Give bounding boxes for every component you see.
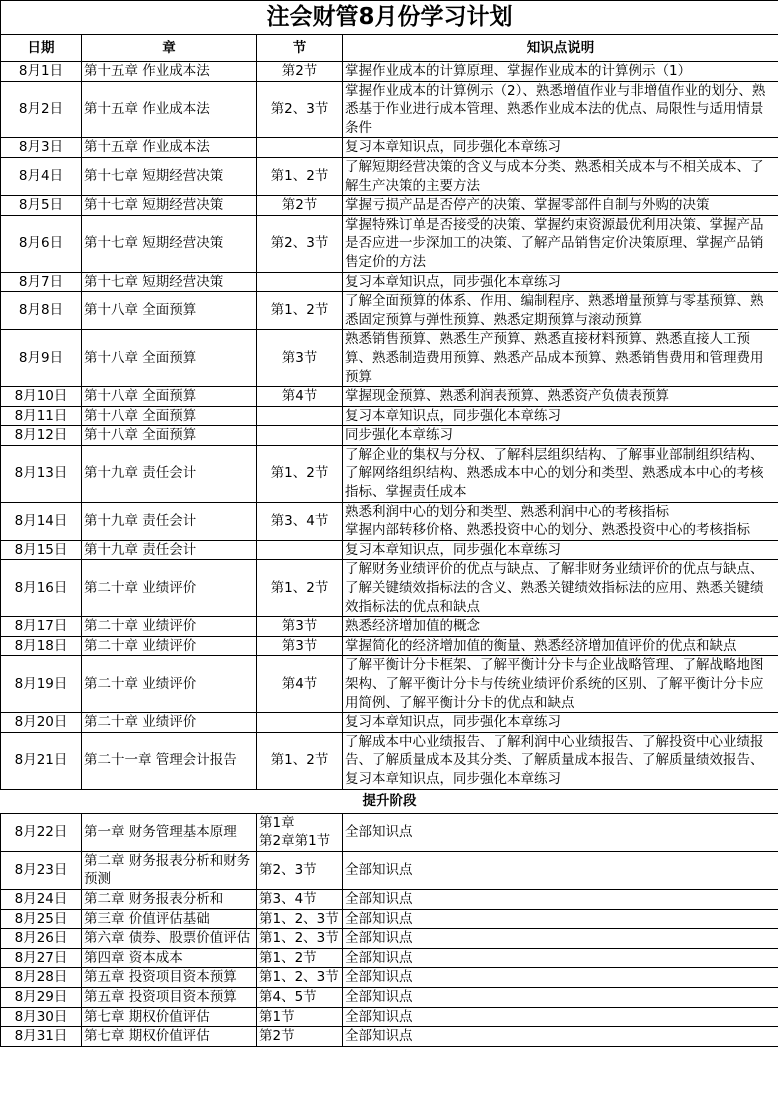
section-cell: 第1章 第2章第1节	[257, 813, 343, 851]
date-cell: 8月27日	[1, 948, 82, 968]
table-row	[1, 656, 778, 713]
header-date: 日期	[1, 35, 82, 62]
section-cell: 第3、4节	[257, 502, 343, 540]
date-cell: 8月29日	[1, 987, 82, 1007]
section-cell: 第1节	[257, 1007, 343, 1027]
table-row	[1, 813, 778, 851]
chapter-cell: 第十八章 全面预算	[82, 387, 257, 407]
section-cell: 第4节	[257, 387, 343, 407]
description-cell: 复习本章知识点，同步强化本章练习	[343, 406, 778, 426]
description-cell: 全部知识点	[343, 889, 778, 909]
chapter-cell: 第七章 期权价值评估	[82, 1007, 257, 1027]
date-cell: 8月16日	[1, 560, 82, 617]
description-cell: 了解企业的集权与分权、了解科层组织结构、了解事业部制组织结构、了解网络组织结构、熟悉成本中心的划分和类型、熟悉成本中心的考核指标、掌握责任成本	[343, 445, 778, 502]
chapter-cell: 第五章 投资项目资本预算	[82, 968, 257, 988]
date-cell: 8月24日	[1, 889, 82, 909]
table-row	[1, 502, 778, 540]
description-cell: 全部知识点	[343, 813, 778, 851]
section-cell: 第2节	[257, 1027, 343, 1047]
section-cell: 第1、2节	[257, 560, 343, 617]
description-cell: 全部知识点	[343, 851, 778, 889]
chapter-cell: 第十九章 责任会计	[82, 445, 257, 502]
description-cell: 了解平衡计分卡框架、了解平衡计分卡与企业战略管理、了解战略地图架构、了解平衡计分卡与传统业绩评价系统的区别、了解平衡计分卡应用简例、了解平衡计分卡的优点和缺点	[343, 656, 778, 713]
chapter-cell: 第一章 财务管理基本原理	[82, 813, 257, 851]
date-cell: 8月23日	[1, 851, 82, 889]
section-cell: 第1、2节	[257, 157, 343, 195]
description-cell: 全部知识点	[343, 987, 778, 1007]
table-row	[1, 713, 778, 733]
section-cell	[257, 138, 343, 158]
description-cell: 全部知识点	[343, 909, 778, 929]
description-cell: 全部知识点	[343, 1007, 778, 1027]
date-cell: 8月15日	[1, 540, 82, 560]
description-cell: 了解财务业绩评价的优点与缺点、了解非财务业绩评价的优点与缺点、了解关键绩效指标法的含义、熟悉关键绩效指标法的应用、熟悉关键绩效指标法的优点和缺点	[343, 560, 778, 617]
description-cell: 全部知识点	[343, 1027, 778, 1047]
phase2-body	[1, 813, 778, 1046]
section-cell: 第3节	[257, 330, 343, 387]
description-cell: 全部知识点	[343, 929, 778, 949]
stage-body	[1, 789, 778, 813]
chapter-cell: 第二十章 业绩评价	[82, 560, 257, 617]
section-cell: 第1、2、3节	[257, 968, 343, 988]
chapter-cell: 第十五章 作业成本法	[82, 138, 257, 158]
chapter-cell: 第二十一章 管理会计报告	[82, 732, 257, 789]
table-row	[1, 732, 778, 789]
description-cell: 全部知识点	[343, 968, 778, 988]
section-cell: 第2、3节	[257, 81, 343, 138]
chapter-cell: 第五章 投资项目资本预算	[82, 987, 257, 1007]
section-cell: 第3节	[257, 617, 343, 637]
description-cell: 熟悉销售预算、熟悉生产预算、熟悉直接材料预算、熟悉直接人工预算、熟悉制造费用预算、熟悉产品成本预算、熟悉销售费用和管理费用预算	[343, 330, 778, 387]
section-cell	[257, 426, 343, 446]
date-cell: 8月21日	[1, 732, 82, 789]
description-cell: 了解成本中心业绩报告、了解利润中心业绩报告、了解投资中心业绩报告、了解质量成本及其分类、了解质量成本报告、了解质量绩效报告、复习本章知识点，同步强化本章练习	[343, 732, 778, 789]
section-cell: 第1、2节	[257, 732, 343, 789]
table-row	[1, 445, 778, 502]
description-cell: 掌握亏损产品是否停产的决策、掌握零部件自制与外购的决策	[343, 196, 778, 216]
section-cell: 第1、2、3节	[257, 929, 343, 949]
table-row	[1, 62, 778, 82]
table-row	[1, 81, 778, 138]
chapter-cell: 第十七章 短期经营决策	[82, 215, 257, 272]
title-row	[1, 1, 778, 35]
table-row	[1, 617, 778, 637]
date-cell: 8月8日	[1, 292, 82, 330]
chapter-cell: 第十九章 责任会计	[82, 540, 257, 560]
table-row	[1, 909, 778, 929]
table-row	[1, 987, 778, 1007]
section-cell	[257, 272, 343, 292]
table-row	[1, 968, 778, 988]
chapter-cell: 第十八章 全面预算	[82, 406, 257, 426]
date-cell: 8月2日	[1, 81, 82, 138]
section-cell: 第2、3节	[257, 851, 343, 889]
chapter-cell: 第十八章 全面预算	[82, 292, 257, 330]
table-row	[1, 1027, 778, 1047]
section-cell	[257, 713, 343, 733]
chapter-cell: 第十五章 作业成本法	[82, 81, 257, 138]
section-cell: 第3节	[257, 636, 343, 656]
table-row	[1, 1007, 778, 1027]
table-row	[1, 406, 778, 426]
section-cell: 第1、2节	[257, 445, 343, 502]
section-cell: 第1、2节	[257, 292, 343, 330]
chapter-cell: 第四章 资本成本	[82, 948, 257, 968]
date-cell: 8月18日	[1, 636, 82, 656]
description-cell: 掌握作业成本的计算原理、掌握作业成本的计算例示（1）	[343, 62, 778, 82]
date-cell: 8月4日	[1, 157, 82, 195]
date-cell: 8月31日	[1, 1027, 82, 1047]
header-row	[1, 35, 778, 62]
table-row	[1, 272, 778, 292]
date-cell: 8月10日	[1, 387, 82, 407]
description-cell: 了解短期经营决策的含义与成本分类、熟悉相关成本与不相关成本、了解生产决策的主要方法	[343, 157, 778, 195]
date-cell: 8月14日	[1, 502, 82, 540]
chapter-cell: 第十七章 短期经营决策	[82, 157, 257, 195]
table-row	[1, 636, 778, 656]
date-cell: 8月3日	[1, 138, 82, 158]
description-cell: 同步强化本章练习	[343, 426, 778, 446]
chapter-cell: 第二十章 业绩评价	[82, 636, 257, 656]
table-row	[1, 196, 778, 216]
header-description: 知识点说明	[343, 35, 778, 62]
page-title: 注会财管8月份学习计划	[1, 1, 778, 35]
stage-label: 提升阶段	[1, 789, 778, 813]
table-row	[1, 948, 778, 968]
table-row	[1, 540, 778, 560]
chapter-cell: 第二十章 业绩评价	[82, 713, 257, 733]
description-cell: 掌握简化的经济增加值的衡量、熟悉经济增加值评价的优点和缺点	[343, 636, 778, 656]
table-row	[1, 889, 778, 909]
table-row	[1, 215, 778, 272]
date-cell: 8月11日	[1, 406, 82, 426]
description-cell: 复习本章知识点，同步强化本章练习	[343, 540, 778, 560]
description-cell: 全部知识点	[343, 948, 778, 968]
table-row	[1, 138, 778, 158]
chapter-cell: 第七章 期权价值评估	[82, 1027, 257, 1047]
table-row	[1, 292, 778, 330]
date-cell: 8月19日	[1, 656, 82, 713]
description-cell: 复习本章知识点，同步强化本章练习	[343, 272, 778, 292]
chapter-cell: 第二章 财务报表分析和财务预测	[82, 851, 257, 889]
header-chapter: 章	[82, 35, 257, 62]
description-cell: 掌握特殊订单是否接受的决策、掌握约束资源最优利用决策、掌握产品是否应进一步深加工的决策、了解产品销售定价决策原理、掌握产品销售定价的方法	[343, 215, 778, 272]
date-cell: 8月26日	[1, 929, 82, 949]
description-cell: 熟悉利润中心的划分和类型、熟悉利润中心的考核指标 掌握内部转移价格、熟悉投资中心的划分、熟悉投资中心的考核指标	[343, 502, 778, 540]
date-cell: 8月22日	[1, 813, 82, 851]
section-cell: 第4、5节	[257, 987, 343, 1007]
chapter-cell: 第二十章 业绩评价	[82, 617, 257, 637]
section-cell: 第4节	[257, 656, 343, 713]
chapter-cell: 第十八章 全面预算	[82, 426, 257, 446]
stage-row	[1, 789, 778, 813]
section-cell: 第3、4节	[257, 889, 343, 909]
description-cell: 了解全面预算的体系、作用、编制程序、熟悉增量预算与零基预算、熟悉固定预算与弹性预算、熟悉定期预算与滚动预算	[343, 292, 778, 330]
date-cell: 8月17日	[1, 617, 82, 637]
date-cell: 8月9日	[1, 330, 82, 387]
description-cell: 复习本章知识点，同步强化本章练习	[343, 713, 778, 733]
date-cell: 8月13日	[1, 445, 82, 502]
table-row	[1, 387, 778, 407]
section-cell	[257, 406, 343, 426]
chapter-cell: 第二章 财务报表分析和	[82, 889, 257, 909]
chapter-cell: 第十八章 全面预算	[82, 330, 257, 387]
date-cell: 8月20日	[1, 713, 82, 733]
chapter-cell: 第十七章 短期经营决策	[82, 272, 257, 292]
section-cell: 第2节	[257, 62, 343, 82]
table-row	[1, 560, 778, 617]
date-cell: 8月30日	[1, 1007, 82, 1027]
chapter-cell: 第三章 价值评估基础	[82, 909, 257, 929]
chapter-cell: 第十九章 责任会计	[82, 502, 257, 540]
chapter-cell: 第二十章 业绩评价	[82, 656, 257, 713]
table-row	[1, 426, 778, 446]
table-row	[1, 330, 778, 387]
description-cell: 熟悉经济增加值的概念	[343, 617, 778, 637]
chapter-cell: 第十七章 短期经营决策	[82, 196, 257, 216]
date-cell: 8月25日	[1, 909, 82, 929]
phase1-body	[1, 62, 778, 790]
section-cell: 第2、3节	[257, 215, 343, 272]
section-cell: 第1、2、3节	[257, 909, 343, 929]
date-cell: 8月12日	[1, 426, 82, 446]
header-section: 节	[257, 35, 343, 62]
description-cell: 复习本章知识点，同步强化本章练习	[343, 138, 778, 158]
section-cell	[257, 540, 343, 560]
table-row	[1, 157, 778, 195]
table-row	[1, 929, 778, 949]
date-cell: 8月5日	[1, 196, 82, 216]
date-cell: 8月28日	[1, 968, 82, 988]
chapter-cell: 第十五章 作业成本法	[82, 62, 257, 82]
date-cell: 8月6日	[1, 215, 82, 272]
table-row	[1, 851, 778, 889]
date-cell: 8月1日	[1, 62, 82, 82]
description-cell: 掌握作业成本的计算例示（2）、熟悉增值作业与非增值作业的划分、熟悉基于作业进行成本管理、熟悉作业成本法的优点、局限性与适用情景条件	[343, 81, 778, 138]
section-cell: 第1、2节	[257, 948, 343, 968]
chapter-cell: 第六章 债券、股票价值评估	[82, 929, 257, 949]
section-cell: 第2节	[257, 196, 343, 216]
date-cell: 8月7日	[1, 272, 82, 292]
description-cell: 掌握现金预算、熟悉利润表预算、熟悉资产负债表预算	[343, 387, 778, 407]
